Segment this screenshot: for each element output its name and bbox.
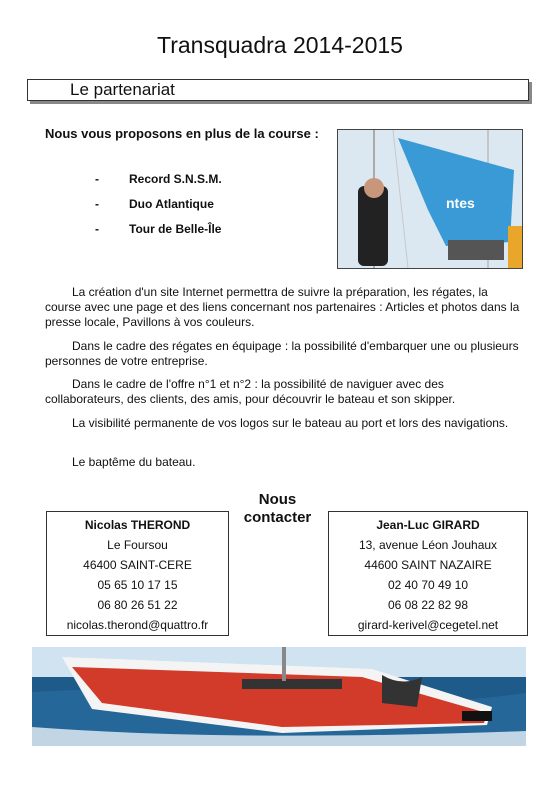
contact-card-girard — [328, 511, 528, 636]
contact-name: Jean-Luc GIRARD — [376, 518, 480, 532]
mast — [282, 647, 286, 681]
contact-name: Nicolas THEROND — [84, 518, 191, 532]
skipper-flag-photo — [337, 129, 523, 269]
cabin-window — [242, 679, 342, 689]
section-header — [27, 79, 529, 101]
list-dash: - — [95, 172, 99, 186]
crew-figure — [508, 226, 522, 268]
paragraph-offer: Dans le cadre de l'offre n°1 et n°2 : la possibilité de naviguer avec des collaborateurs, des clients, des amis, pour découvrir le bateau et son skipper. — [45, 377, 456, 406]
list-label: Tour de Belle-Île — [129, 222, 222, 236]
section-title: Le partenariat — [70, 80, 175, 99]
paragraph-crew: Dans le cadre des régates en équipage : la possibilité d'embarquer une ou plusieurs personnes de votre entreprise. — [45, 339, 519, 368]
skipper-head — [364, 178, 384, 198]
contact-email[interactable]: girard-kerivel@cegetel.net — [357, 618, 499, 632]
contact-city: 46400 SAINT-CERE — [83, 558, 192, 572]
sailboat-illustration — [32, 647, 526, 746]
paragraph-visibility: La visibilité permanente de vos logos sur le bateau au port et lors des navigations. — [72, 416, 509, 430]
contact-card-therond — [46, 511, 229, 636]
contact-phone: 05 65 10 17 15 — [97, 578, 178, 592]
list-dash: - — [95, 197, 99, 211]
paragraph-baptism: Le baptême du bateau. — [72, 455, 196, 469]
sailboat-photo — [32, 647, 526, 746]
flag-lettering: ntes — [446, 195, 475, 211]
paragraph-website: La création d'un site Internet permettra de suivre la préparation, les régates, la course avec une page et des liens concernant nos partenaires : Articles et photos dans la presse locale, Pavillons à vos couleurs. — [45, 285, 520, 329]
hull-logo — [462, 711, 492, 721]
contact-mobile: 06 08 22 82 98 — [387, 598, 469, 612]
contact-city: 44600 SAINT NAZAIRE — [364, 558, 492, 572]
contact-phone: 02 40 70 49 10 — [387, 578, 469, 592]
skipper-flag-illustration — [338, 130, 522, 268]
list-label: Duo Atlantique — [129, 197, 214, 211]
contact-mobile: 06 80 26 51 22 — [97, 598, 178, 612]
contact-heading: Nous contacter — [243, 491, 312, 526]
list-item — [95, 197, 222, 222]
intro-text: Nous vous proposons en plus de la course : — [45, 126, 319, 141]
contact-address: 13, avenue Léon Jouhaux — [358, 538, 498, 552]
list-label: Record S.N.S.M. — [129, 172, 222, 186]
page-title: Transquadra 2014-2015 — [157, 32, 403, 58]
solar-panel — [448, 240, 504, 260]
skipper-body — [358, 186, 388, 266]
contact-address: Le Foursou — [107, 538, 168, 552]
contact-email[interactable]: nicolas.therond@quattro.fr — [66, 618, 209, 632]
list-item — [95, 222, 222, 247]
offer-list — [95, 172, 222, 247]
list-dash: - — [95, 222, 99, 236]
list-item — [95, 172, 222, 197]
